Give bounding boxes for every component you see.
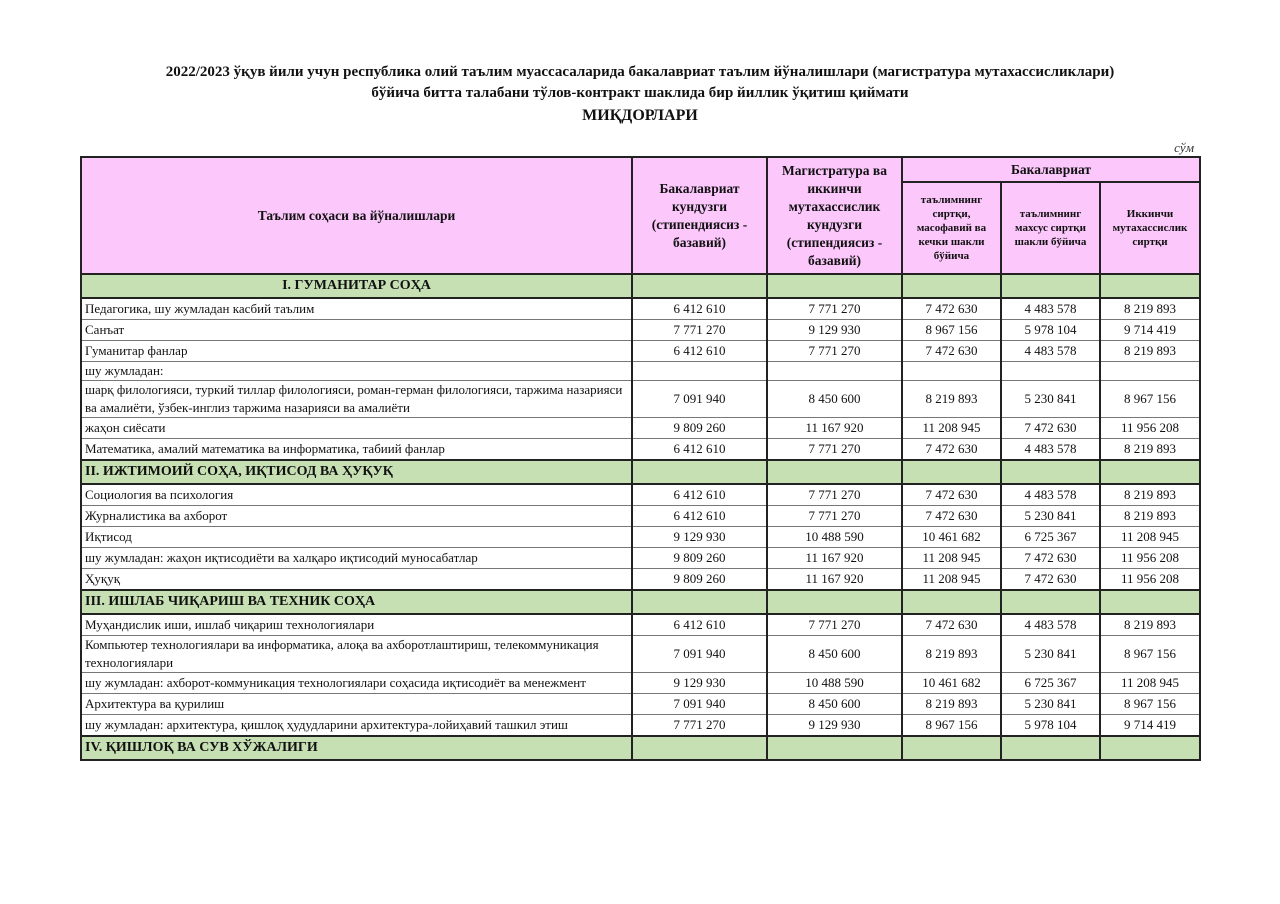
fee-cell: 8 219 893 bbox=[902, 636, 1001, 673]
fee-cell bbox=[632, 274, 767, 298]
header-master-day: Магистратура ва иккинчи мутахассислик кундузги (стипендиясиз - базавий) bbox=[767, 157, 902, 274]
field-name: Санъат bbox=[81, 320, 632, 341]
section-row bbox=[81, 274, 1200, 298]
fee-cell: 7 771 270 bbox=[632, 320, 767, 341]
fee-cell: 9 129 930 bbox=[632, 673, 767, 694]
fee-cell bbox=[1001, 362, 1100, 381]
field-name: Компьютер технологиялари ва информатика, алоқа ва ахборотлаштириш, телекоммуникация технологиялари bbox=[81, 636, 632, 673]
fee-cell: 8 967 156 bbox=[902, 715, 1001, 737]
header-bachelor-day: Бакалавриат кундузги (стипендиясиз - базавий) bbox=[632, 157, 767, 274]
fee-cell: 10 461 682 bbox=[902, 527, 1001, 548]
fee-cell: 8 967 156 bbox=[1100, 694, 1200, 715]
section-title: II. ИЖТИМОИЙ СОҲА, ИҚТИСОД ВА ҲУҚУҚ bbox=[81, 460, 632, 484]
fee-cell: 5 978 104 bbox=[1001, 715, 1100, 737]
header-second-specialty-extramural: Иккинчи мутахассислик сиртқи bbox=[1100, 182, 1200, 274]
fee-cell: 7 091 940 bbox=[632, 694, 767, 715]
field-name: Гуманитар фанлар bbox=[81, 341, 632, 362]
fee-cell bbox=[632, 736, 767, 760]
field-name: жаҳон сиёсати bbox=[81, 418, 632, 439]
tuition-fee-table bbox=[80, 156, 1201, 761]
fee-cell: 7 771 270 bbox=[632, 715, 767, 737]
fee-cell: 7 472 630 bbox=[902, 298, 1001, 320]
fee-cell: 7 091 940 bbox=[632, 381, 767, 418]
fee-cell: 5 230 841 bbox=[1001, 694, 1100, 715]
fee-cell bbox=[632, 362, 767, 381]
fee-cell bbox=[902, 736, 1001, 760]
table-row bbox=[81, 320, 1200, 341]
table-row bbox=[81, 548, 1200, 569]
fee-cell: 9 809 260 bbox=[632, 569, 767, 591]
fee-cell: 10 488 590 bbox=[767, 673, 902, 694]
fee-cell: 8 450 600 bbox=[767, 381, 902, 418]
fee-cell bbox=[902, 362, 1001, 381]
fee-cell: 7 771 270 bbox=[767, 439, 902, 461]
fee-cell: 10 461 682 bbox=[902, 673, 1001, 694]
fee-cell bbox=[1100, 362, 1200, 381]
fee-cell: 6 412 610 bbox=[632, 298, 767, 320]
fee-cell: 7 771 270 bbox=[767, 614, 902, 636]
fee-cell: 7 771 270 bbox=[767, 298, 902, 320]
document-title-line2: бўйича битта талабани тўлов-контракт шаклида бир йиллик ўқитиш қиймати bbox=[371, 85, 909, 101]
field-name: Социология ва психология bbox=[81, 484, 632, 506]
fee-cell: 10 488 590 bbox=[767, 527, 902, 548]
fee-cell bbox=[767, 274, 902, 298]
fee-cell: 11 956 208 bbox=[1100, 569, 1200, 591]
header-extramural: таълимнинг сиртқи, масофавий ва кечки шакли бўйича bbox=[902, 182, 1001, 274]
field-name: Архитектура ва қурилиш bbox=[81, 694, 632, 715]
fee-cell: 7 472 630 bbox=[1001, 418, 1100, 439]
field-name: шу жумладан: ахборот-коммуникация технологиялари соҳасида иқтисодиёт ва менежмент bbox=[81, 673, 632, 694]
header-special-extramural: таълимнинг махсус сиртқи шакли бўйича bbox=[1001, 182, 1100, 274]
fee-cell: 11 167 920 bbox=[767, 548, 902, 569]
fee-cell bbox=[1001, 274, 1100, 298]
fee-cell: 8 219 893 bbox=[1100, 439, 1200, 461]
fee-cell: 8 967 156 bbox=[902, 320, 1001, 341]
fee-cell bbox=[1100, 274, 1200, 298]
table-row bbox=[81, 439, 1200, 461]
document-title-line3: МИҚДОРЛАРИ bbox=[582, 107, 698, 124]
table-row bbox=[81, 341, 1200, 362]
fee-cell: 7 472 630 bbox=[902, 506, 1001, 527]
fee-cell bbox=[902, 460, 1001, 484]
fee-cell: 7 472 630 bbox=[902, 614, 1001, 636]
fee-cell: 8 967 156 bbox=[1100, 381, 1200, 418]
table-row bbox=[81, 694, 1200, 715]
fee-cell: 8 219 893 bbox=[1100, 341, 1200, 362]
table-row bbox=[81, 418, 1200, 439]
fee-cell: 5 230 841 bbox=[1001, 381, 1100, 418]
section-title: III. ИШЛАБ ЧИҚАРИШ ВА ТЕХНИК СОҲА bbox=[81, 590, 632, 614]
fee-cell: 7 771 270 bbox=[767, 341, 902, 362]
fee-cell: 9 129 930 bbox=[767, 320, 902, 341]
fee-cell: 5 230 841 bbox=[1001, 506, 1100, 527]
fee-cell bbox=[767, 460, 902, 484]
fee-cell bbox=[767, 736, 902, 760]
fee-cell: 7 472 630 bbox=[1001, 548, 1100, 569]
fee-cell: 9 714 419 bbox=[1100, 715, 1200, 737]
fee-cell: 8 219 893 bbox=[1100, 506, 1200, 527]
field-name: шу жумладан: bbox=[81, 362, 632, 381]
table-row bbox=[81, 636, 1200, 673]
fee-cell bbox=[1100, 590, 1200, 614]
fee-cell: 8 219 893 bbox=[902, 694, 1001, 715]
fee-cell bbox=[767, 590, 902, 614]
fee-cell bbox=[767, 362, 902, 381]
table-row bbox=[81, 673, 1200, 694]
table-row bbox=[81, 484, 1200, 506]
fee-cell: 6 412 610 bbox=[632, 484, 767, 506]
fee-cell: 7 771 270 bbox=[767, 484, 902, 506]
fee-cell: 4 483 578 bbox=[1001, 298, 1100, 320]
fee-cell: 4 483 578 bbox=[1001, 484, 1100, 506]
fee-cell bbox=[1001, 460, 1100, 484]
section-title: I. ГУМАНИТАР СОҲА bbox=[81, 274, 632, 298]
fee-cell: 11 208 945 bbox=[1100, 527, 1200, 548]
field-name: Иқтисод bbox=[81, 527, 632, 548]
field-name: Педагогика, шу жумладан касбий таълим bbox=[81, 298, 632, 320]
fee-cell: 4 483 578 bbox=[1001, 614, 1100, 636]
fee-cell: 11 167 920 bbox=[767, 418, 902, 439]
fee-cell: 4 483 578 bbox=[1001, 341, 1100, 362]
fee-cell: 8 219 893 bbox=[1100, 298, 1200, 320]
field-name: Муҳандислик иши, ишлаб чиқариш технологиялари bbox=[81, 614, 632, 636]
table-row bbox=[81, 715, 1200, 737]
table-row bbox=[81, 362, 1200, 381]
fee-cell: 8 450 600 bbox=[767, 694, 902, 715]
fee-cell: 9 809 260 bbox=[632, 548, 767, 569]
fee-cell: 11 208 945 bbox=[902, 548, 1001, 569]
header-bachelor-group: Бакалавриат bbox=[902, 157, 1200, 182]
fee-cell: 7 472 630 bbox=[1001, 569, 1100, 591]
fee-cell: 9 129 930 bbox=[767, 715, 902, 737]
fee-cell: 6 412 610 bbox=[632, 439, 767, 461]
fee-cell: 8 967 156 bbox=[1100, 636, 1200, 673]
fee-cell: 5 978 104 bbox=[1001, 320, 1100, 341]
fee-cell: 5 230 841 bbox=[1001, 636, 1100, 673]
field-name: шу жумладан: жаҳон иқтисодиёти ва халқаро иқтисодий муносабатлар bbox=[81, 548, 632, 569]
field-name: Математика, амалий математика ва информатика, табиий фанлар bbox=[81, 439, 632, 461]
table-row bbox=[81, 381, 1200, 418]
table-row bbox=[81, 506, 1200, 527]
document-title-line1: 2022/2023 ўқув йили учун республика олий таълим муассасаларида бакалавриат таълим йўналишлари (магистратура мутахассисликлари) bbox=[165, 64, 1115, 80]
fee-cell: 6 412 610 bbox=[632, 341, 767, 362]
table-row bbox=[81, 298, 1200, 320]
fee-cell: 11 956 208 bbox=[1100, 418, 1200, 439]
fee-cell: 6 412 610 bbox=[632, 614, 767, 636]
fee-cell bbox=[632, 460, 767, 484]
fee-cell: 11 208 945 bbox=[902, 569, 1001, 591]
fee-cell bbox=[1100, 460, 1200, 484]
fee-cell: 7 472 630 bbox=[902, 341, 1001, 362]
fee-cell: 6 725 367 bbox=[1001, 527, 1100, 548]
field-name: Ҳуқуқ bbox=[81, 569, 632, 591]
fee-cell: 6 725 367 bbox=[1001, 673, 1100, 694]
fee-cell: 7 771 270 bbox=[767, 506, 902, 527]
currency-unit: сўм bbox=[1174, 140, 1194, 155]
section-row bbox=[81, 736, 1200, 760]
fee-cell: 9 809 260 bbox=[632, 418, 767, 439]
fee-cell bbox=[902, 274, 1001, 298]
header-field: Таълим соҳаси ва йўналишлари bbox=[81, 157, 632, 274]
fee-cell bbox=[902, 590, 1001, 614]
fee-cell: 7 472 630 bbox=[902, 484, 1001, 506]
fee-cell: 6 412 610 bbox=[632, 506, 767, 527]
fee-cell: 8 219 893 bbox=[1100, 484, 1200, 506]
table-body bbox=[81, 274, 1200, 760]
fee-cell bbox=[1100, 736, 1200, 760]
section-row bbox=[81, 590, 1200, 614]
fee-cell: 11 208 945 bbox=[1100, 673, 1200, 694]
fee-cell: 8 219 893 bbox=[1100, 614, 1200, 636]
fee-cell: 7 472 630 bbox=[902, 439, 1001, 461]
fee-cell: 9 714 419 bbox=[1100, 320, 1200, 341]
section-row bbox=[81, 460, 1200, 484]
field-name: шарқ филологияси, туркий тиллар филологияси, роман-герман филологияси, таржима назарияси ва амалиёти, ўзбек-инглиз таржима назарияси ва амалиёти bbox=[81, 381, 632, 418]
fee-cell: 4 483 578 bbox=[1001, 439, 1100, 461]
fee-cell: 11 208 945 bbox=[902, 418, 1001, 439]
fee-cell: 7 091 940 bbox=[632, 636, 767, 673]
fee-cell bbox=[632, 590, 767, 614]
fee-cell: 11 956 208 bbox=[1100, 548, 1200, 569]
section-title: IV. ҚИШЛОҚ ВА СУВ ХЎЖАЛИГИ bbox=[81, 736, 632, 760]
table-row bbox=[81, 569, 1200, 591]
fee-cell: 8 219 893 bbox=[902, 381, 1001, 418]
table-row bbox=[81, 527, 1200, 548]
field-name: шу жумладан: архитектура, қишлоқ ҳудудларини архитектура-лойиҳавий ташкил этиш bbox=[81, 715, 632, 737]
fee-cell: 8 450 600 bbox=[767, 636, 902, 673]
fee-cell: 11 167 920 bbox=[767, 569, 902, 591]
field-name: Журналистика ва ахборот bbox=[81, 506, 632, 527]
fee-cell: 9 129 930 bbox=[632, 527, 767, 548]
fee-cell bbox=[1001, 590, 1100, 614]
table-row bbox=[81, 614, 1200, 636]
fee-cell bbox=[1001, 736, 1100, 760]
